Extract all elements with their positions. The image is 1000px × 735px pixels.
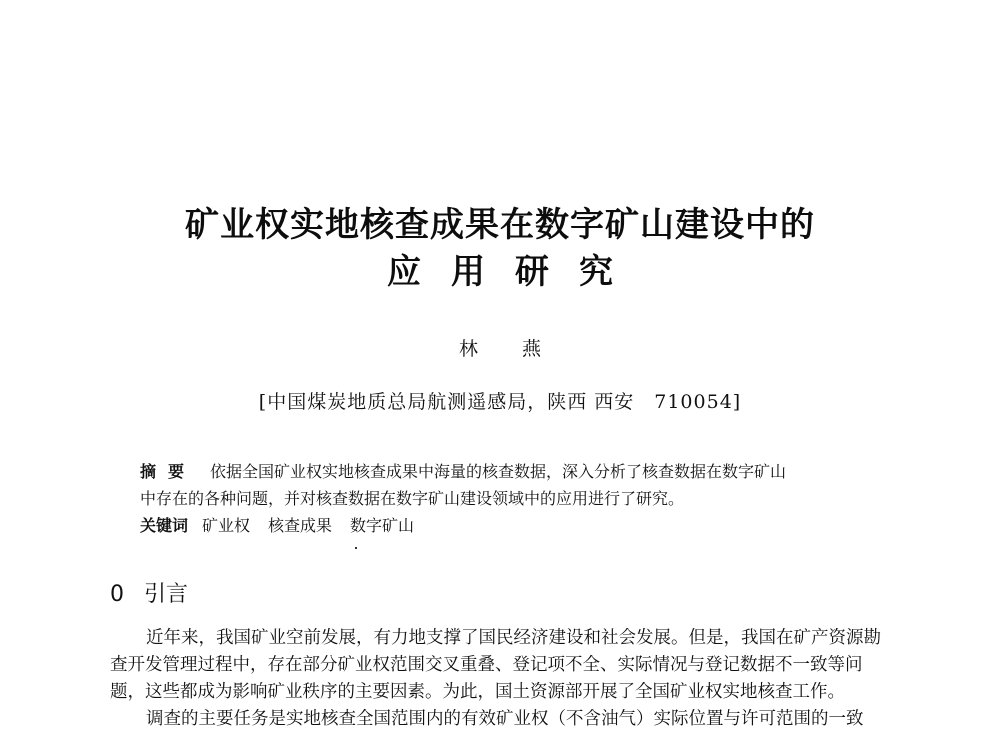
keywords-line [140,513,880,539]
abstract-label: 摘要 [140,462,197,481]
abstract-line-1 [140,459,880,485]
body-paragraph-line-2: 查开发管理过程中，存在部分矿业权范围交叉重叠、登记项不全、实际情况与登记数据不一致等问 [110,655,863,675]
author-name: 林燕 [458,338,585,360]
keyword-3: 数字矿山 [350,516,415,535]
keywords-label: 关键词 [140,516,189,535]
abstract-text-2: 中存在的各种问题，并对核查数据在数字矿山建设领域中的应用进行了研究。 [140,489,685,508]
paper-title-line-1: 矿业权实地核查成果在数字矿山建设中的 [185,205,815,245]
section-heading [110,580,188,610]
keyword-1: 矿业权 [202,516,251,535]
keyword-2: 核查成果 [268,516,333,535]
body-paragraph-line-4: 调查的主要任务是实地核查全国范围内的有效矿业权（不含油气）实际位置与许可范围的一致 [146,709,864,729]
paper-title-line-2: 应用研究 [387,252,643,292]
abstract-text-1: 依据全国矿业权实地核查成果中海量的核查数据，深入分析了核查数据在数字矿山 [210,462,787,481]
author-affiliation: [中国煤炭地质总局航测遥感局，陕西 西安 710054] [258,391,742,413]
body-paragraph-line-1: 近年来，我国矿业空前发展，有力地支撑了国民经济建设和社会发展。但是，我国在矿产资源勘 [146,628,881,648]
abstract-line-2 [140,486,880,512]
body-paragraph-line-3: 题，这些都成为影响矿业秩序的主要因素。为此，国土资源部开展了全国矿业权实地核查工作。 [110,682,845,702]
section-number: 0 [110,582,124,607]
stray-dot [355,547,357,549]
section-title: 引言 [144,582,189,607]
